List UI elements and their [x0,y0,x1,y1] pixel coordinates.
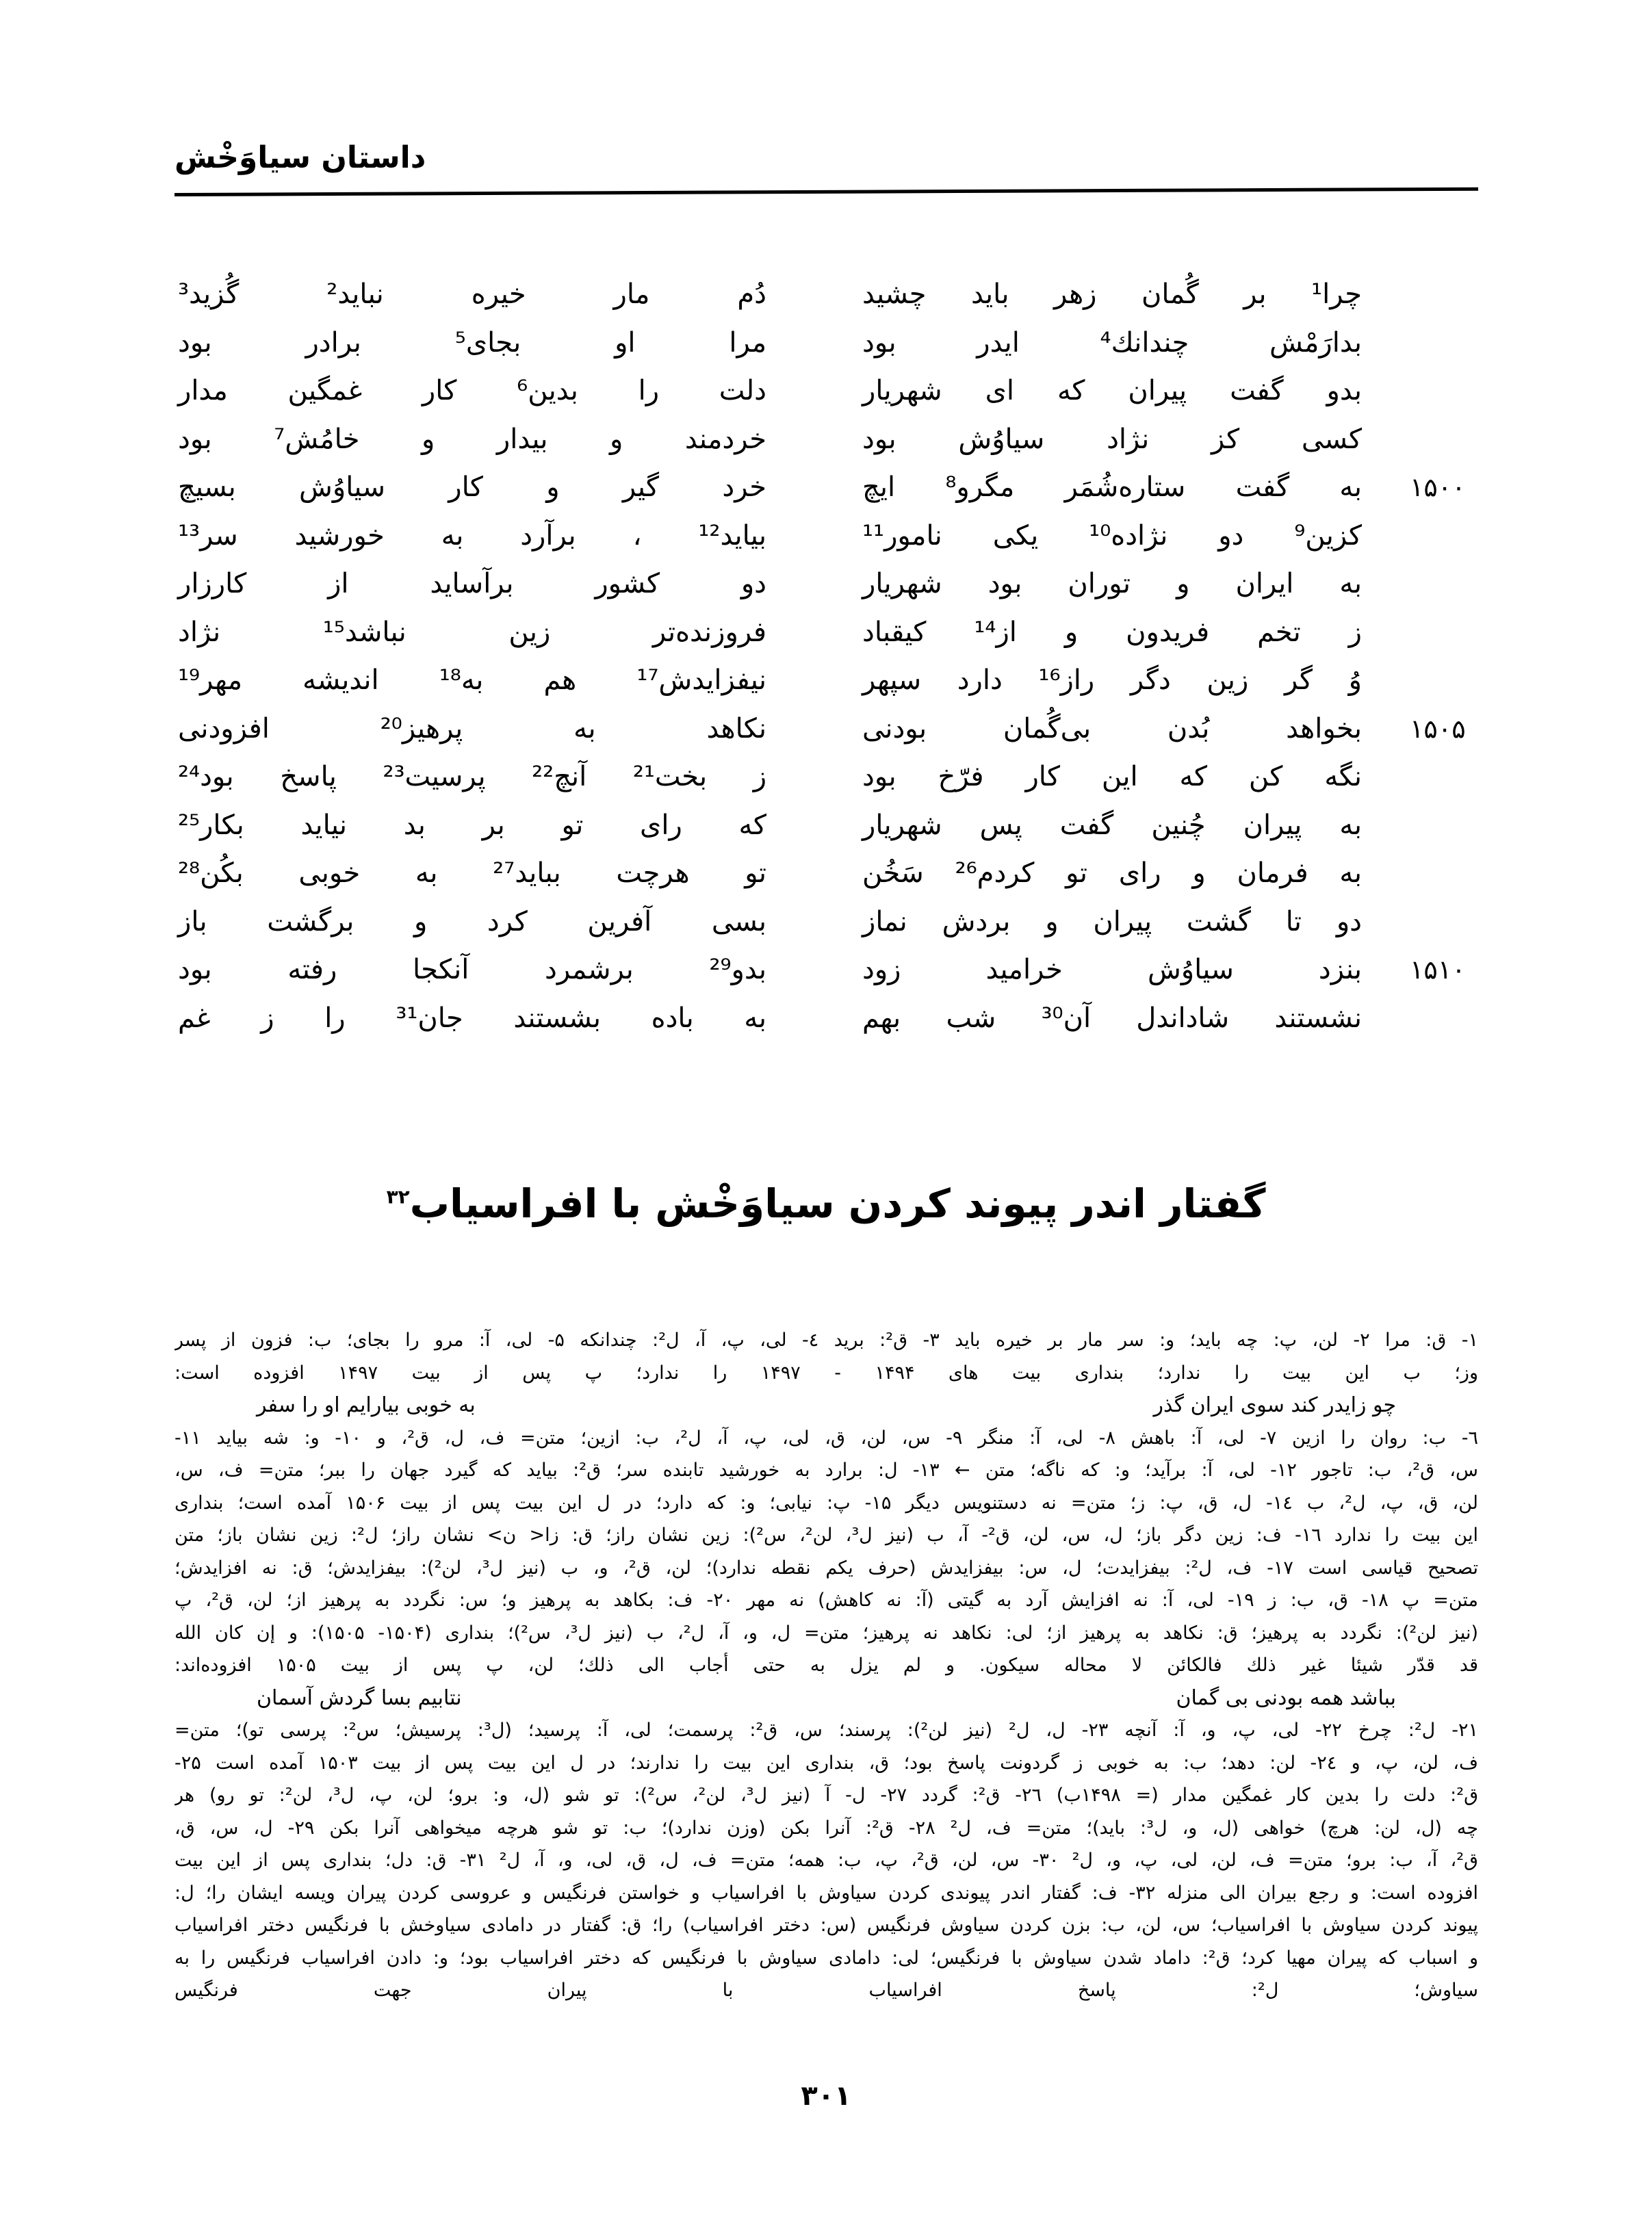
hemistich-second: که رای تو بر بد نیاید بکار²⁵ [178,809,766,841]
footnote-line: وز؛ ب این بیت را ندارد؛ بنداری بیت های ۱۴۹۴ - ۱۴۹۷ را ندارد؛ پ پس از بیت ۱۴۹۷ افزوده است: [175,1362,1478,1384]
hemistich-first: بخواهد بُدن بی‌گُمان بودنی [862,712,1362,745]
hemistich-first: چرا¹ بر گُمان زهر باید چشید [862,279,1362,310]
hemistich-second: دلت را بدین⁶ کار غمگین مدار [178,375,766,406]
header-rule [175,187,1478,196]
verse-block [175,274,1485,1046]
hemistich-first: به ایران و توران بود شهریار [862,568,1362,599]
footnote-verse [175,1389,1478,1422]
verse-row [175,370,1485,419]
running-title: داستان سیاوَخْش [175,140,426,175]
hemistich-second: ز بخت²¹ آنچ²² پرسیت²³ پاسخ بود²⁴ [178,761,767,792]
verse-row [175,563,1485,612]
verse-row [175,998,1485,1046]
footnote-line: ۱- ق: مرا ۲- لن، پ: چه باید؛ و: سر مار بر خیره باید ۳- ق²: برید ٤- لی، پ، آ، ل²: چندانکه ۵- لی، آ: مرو را بجای؛ ب: فزون از پسر [175,1330,1478,1351]
verse-number: ۱۵۰۰ [1410,472,1466,502]
verse-row [175,274,1485,322]
verse-row [175,467,1485,515]
hemistich-first: بدارَمْش چندانك⁴ ایدر بود [862,326,1362,359]
verse-row [175,756,1485,805]
section-heading-text: گفتار اندر پیوند کردن سیاوَخْش با افراسیاب [409,1180,1266,1227]
footnote-hemistich: بباشد همه بودنی بی گمان [1176,1685,1396,1710]
hemistich-first: به پیران چُنین گفت پس شهریار [862,809,1362,841]
footnote-line: ق²، آ، ب: برو؛ متن= ف، لن، لی، پ، و، ل² ۳۰- س، لن، ق²، پ، ب: همه؛ متن= ف، ل، ق، لی، و، آ، ل² ۳۱- ق: دل؛ بنداری پس از این بیت [175,1850,1478,1871]
hemistich-second: نیفزایدش¹⁷ هم به¹⁸ اندیشه مهر¹⁹ [178,664,766,696]
hemistich-second: مرا او بجای⁵ برادر بود [178,326,767,359]
footnote-hemistich: به خوبی بیارایم او را سفر [257,1393,476,1417]
hemistich-first: به گفت ستاره‌شُمَر مگرو⁸ ایچ [862,471,1363,503]
hemistich-first: وُ گر زین دگر راز¹⁶ دارد سپهر [862,664,1362,696]
hemistich-first: نشستند شاداندل آن³⁰ شب بهم [862,1002,1362,1034]
footnotes [175,1324,1478,2039]
footnote-marker: ۳۲ [386,1185,410,1208]
verse-number: ۱۵۰۵ [1410,713,1466,744]
hemistich-first: نگه کن که این کار فرّخ بود [862,761,1362,792]
verse-row [175,419,1485,467]
footnote-line: تصحیح قیاسی است ۱۷- ف، ل²: بیفزایدت؛ ل، س: بیفزایدش (حرف یکم نقطه ندارد)؛ لن، ق²، و، ب (نیز ل³، لن²): بیفزایدش؛ ق: نه افزایدش؛ [175,1557,1478,1579]
verse-row [175,853,1485,901]
verse-row [175,708,1485,757]
footnote-line: پیوند کردن سیاوش با افراسیاب؛ س، لن، ب: بزن کردن سیاوش فرنگیس (س: دختر افراسیاب) را؛ ق: گفتار در دامادی سیاوخش با فرنگیس دختر افراسیاب [175,1915,1478,1936]
footnote-line: متن= پ ۱۸- ق، ب: ز ۱۹- لی، آ: نه افزایش آرد به گیتی (آ: نه کاهش) نه مهر ۲۰- ف: بکاهد به پرهیز و؛ س: نگردد به پرهیز از؛ لن، ق²، پ [175,1590,1478,1611]
verse-number: ۱۵۱۰ [1410,955,1466,985]
footnote-line: این بیت را ندارد ١٦- ف: زین دگر باز؛ ل، س، لن، ق²- آ، ب (نیز ل³، لن²، س²): زین نشان راز؛ ق: زا< ن> نشان راز؛ ل²: زین نشان باز؛ متن [175,1525,1478,1546]
verse-row [175,515,1485,564]
hemistich-first: بنزد سیاوُش خرامید زود [862,954,1362,985]
hemistich-second: خرد گیر و کار سیاوُش بسیچ [178,471,766,503]
verse-row [175,612,1485,660]
hemistich-second: بدو²⁹ برشمرد آنکجا رفته بود [178,954,766,985]
page-number: ۳۰۱ [801,2080,851,2112]
footnote-line: قد قدّر شیئا غیر ذلك فالکائن لا محاله سیکون. و لم یزل به حتی أجاب الی ذلك؛ لن، پ پس از بیت ۱۵۰۵ افزوده‌اند: [175,1655,1478,1676]
footnote-line: چه (ل، لن: هرچ) خواهی (ل، و، ل³: باید)؛ متن= ف، ل² ۲۸- ق²: آنرا بکن (وزن ندارد)؛ ب: تو شو هرچه میخواهی آنرا بکن ۲۹- ل، س، ق، [175,1817,1478,1839]
hemistich-second: فروزنده‌تر زین نباشد¹⁵ نژاد [178,616,767,648]
hemistich-first: کزین⁹ دو نژاده¹⁰ یکی نامور¹¹ [862,519,1362,552]
hemistich-first: بدو گفت پیران که ای شهریار [862,375,1362,406]
footnote-line: (نیز لن²): نگردد به پرهیز؛ ق: نکاهد به پرهیز از؛ لی: نکاهد نه پرهیز؛ متن= ل، و، آ، ل²، ب (نیز ل³، س²)؛ بنداری (۱۵۰۴- ۱۵۰۵): و إن كان الله [175,1622,1478,1644]
hemistich-second: بیاید¹² ، برآرد به خورشید سر¹³ [178,519,766,552]
footnote-line: ٦- ب: روان را ازین ۷- لی، آ: باهش ۸- لی، آ: منگر ۹- س، لن، ق، لی، پ، آ، ل²، ب: ازین؛ متن= ف، ل، ق²، و ۱۰- و: شه بیاید ۱۱- [175,1427,1478,1449]
hemistich-first: دو تا گشت پیران و بردش نماز [862,905,1362,937]
footnote-line: و اسباب که پیران مهیا کرد؛ ق²: داماد شدن سیاوش با فرنگیس؛ لی: دامادی سیاوش با فرنگیس که دختر افراسیاب بود؛ و: دادن افراسیاب فرنگیس را به [175,1947,1478,1969]
footnote-line: سیاوش؛ ل²: پاسخ افراسیاب با پیران جهت فرنگیس [175,1980,1478,2001]
footnote-verse [175,1682,1478,1715]
footnote-hemistich: چو زایدر کند سوی ایران گذر [1153,1393,1396,1417]
footnote-line [175,2007,1478,2040]
footnote-line: ۲۱- ل²: چرخ ۲۲- لی، پ، و، آ: آنچه ۲۳- ل، ل² (نیز لن²): پرسند؛ س، ق²: پرسمت؛ لی، آ: پرسید؛ (ل³: پرسیش؛ س²: پرسی تو)؛ متن= [175,1720,1478,1741]
verse-row [175,901,1485,950]
hemistich-second: نکاهد به پرهیز²⁰ افزودنی [178,712,767,745]
hemistich-first: ز تخم فریدون و از¹⁴ کیقباد [862,616,1362,648]
footnote-line: ف، لن، پ، و ٢٤- لن: دهد؛ ب: به خوبی ز گردونت پاسخ بود؛ ق، بنداری این بیت را ندارند؛ در ل این بیت پس از بیت ۱۵۰۳ آمده است ۲۵- [175,1752,1478,1774]
verse-row [175,805,1485,853]
hemistich-second: بسی آفرین کرد و برگشت باز [178,905,766,937]
section-heading [0,1180,1652,1227]
footnote-line: لن، ق، پ، ل²، ب ١٤- ل، ق، پ: ز؛ متن= نه دستنویس دیگر ۱۵- پ: نیابی؛ و: که دارد؛ در ل این بیت پس از بیت ۱۵۰۶ آمده است؛ بنداری [175,1492,1478,1514]
footnote-line: افزوده است: و رجع بیران الی منزله ۳۲- ف: گفتار اندر پیوندی کردن سیاوش با افراسیاب و خواستن فرنگیس و عروسی کردن پیران ویسه ایشان را؛ ل: [175,1882,1478,1904]
hemistich-second: دُم مار خیره نباید² گُزید³ [178,279,766,310]
verse-row [175,949,1485,998]
footnote-hemistich: نتابیم بسا گردش آسمان [257,1685,462,1710]
hemistich-second: تو هرچت بباید²⁷ به خوبی بکُن²⁸ [178,857,766,889]
hemistich-second: خردمند و بیدار و خامُش⁷ بود [178,423,766,455]
hemistich-first: به فرمان و رای تو کردم²⁶ سَخُن [862,857,1363,889]
hemistich-first: کسی کز نژاد سیاوُش بود [862,423,1362,455]
footnote-line: س، ق²، ب: تاجور ۱۲- لی، آ: برآید؛ و: که ناگه؛ متن ← ۱۳- ل: برارد به خورشید تابنده سر؛ ق²: بیاید که گیرد جهان را ببر؛ متن= ف، س، [175,1460,1478,1481]
hemistich-second: به باده بشستند جان³¹ را ز غم [178,1002,766,1034]
verse-row [175,322,1485,371]
verse-row [175,660,1485,708]
hemistich-second: دو کشور برآساید از کارزار [178,568,766,599]
footnote-line: ق²: دلت را بدین کار غمگین مدار (= ۱۴۹۸ب) ۲٦- ق²: گردد ۲۷- ل- آ (نیز ل³، لن²، س²): تو شو (ل، و: برو؛ لن، پ، ل³، لن²: تو رو) هر [175,1785,1478,1806]
